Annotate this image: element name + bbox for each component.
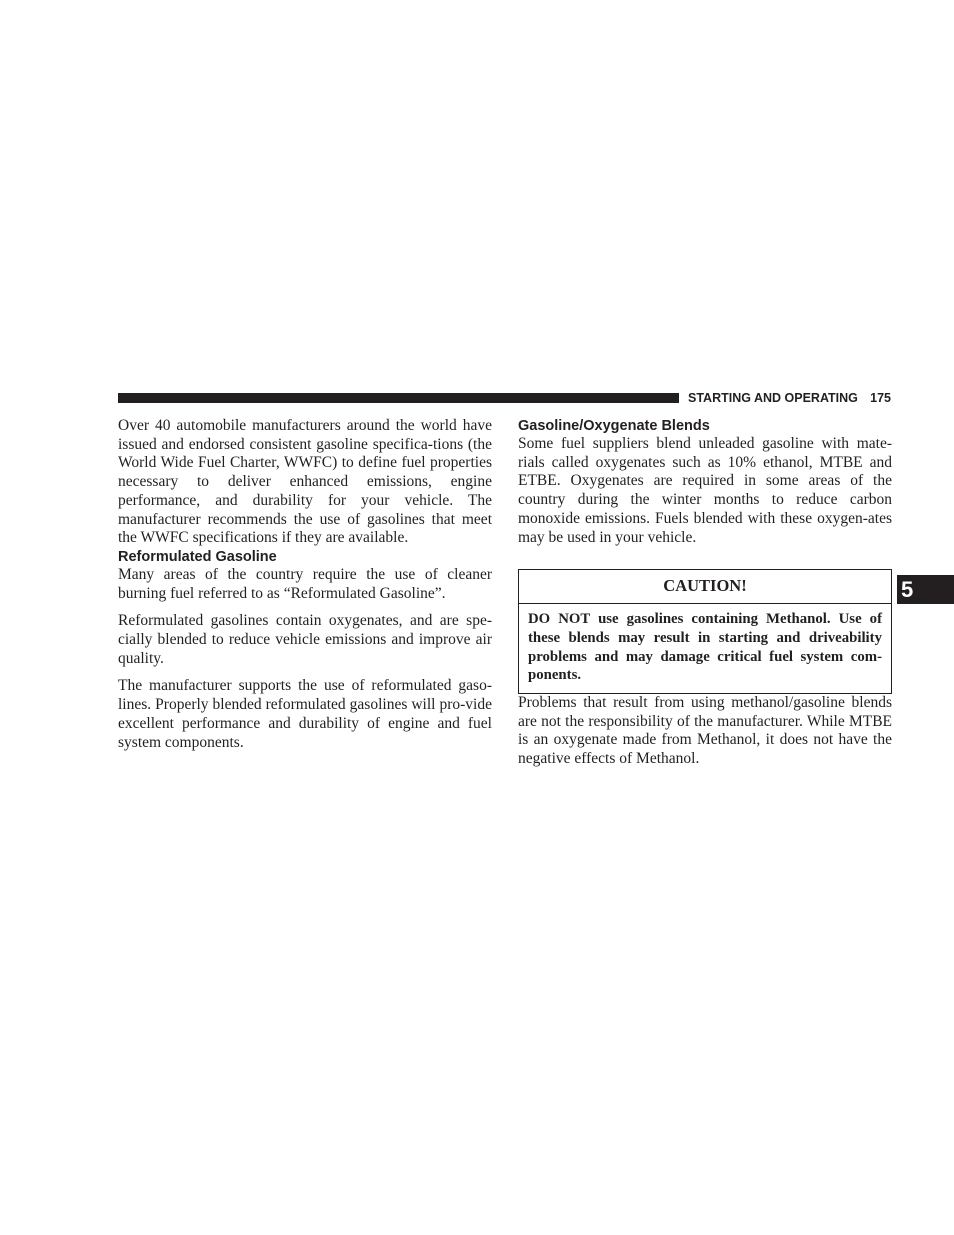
right-column	[518, 417, 892, 769]
caution-text: DO NOT use gasolines containing Methanol. Use of these blends may result in starting and driveability problems and may damage critical fuel system com-ponents.	[528, 611, 882, 684]
page-number: 175	[870, 391, 891, 405]
running-header	[688, 390, 891, 406]
paragraph: Reformulated gasolines contain oxygenates, and are spe-cially blended to reduce vehicle emissions and improve air quality.	[118, 612, 492, 667]
closing-paragraph: Problems that result from using methanol/gasoline blends are not the responsibility of the manufacturer. While MTBE is an oxygenate made from Methanol, it does not have the negative effects of Methanol.	[518, 694, 892, 768]
reformulated-gasoline-heading: Reformulated Gasoline	[118, 548, 277, 565]
left-column	[118, 417, 492, 752]
paragraph: Some fuel suppliers blend unleaded gasoline with mate-rials called oxygenates such as 10% ethanol, MTBE and ETBE. Oxygenates are required in some areas of the country during the winter months to reduce carbon monoxide emissions. Fuels blended with these oxygen-ates may be used in your vehicle.	[518, 435, 892, 546]
intro-paragraph: Over 40 automobile manufacturers around the world have issued and endorsed consistent gasoline specifica-tions (the World Wide Fuel Charter, WWFC) to define fuel properties necessary to deliver enhanced emissions, engine performance, and durability for your vehicle. The manufacturer recommends the use of gasolines that meet the WWFC specifications if they are available.	[118, 417, 492, 547]
section-title: STARTING AND OPERATING	[688, 391, 858, 405]
paragraph: Many areas of the country require the use of cleaner burning fuel referred to as “Reformulated Gasoline”.	[118, 565, 492, 602]
caution-title: CAUTION!	[519, 570, 891, 604]
caution-box	[518, 569, 892, 694]
oxygenate-blends-heading: Gasoline/Oxygenate Blends	[518, 418, 710, 434]
paragraph: The manufacturer supports the use of reformulated gaso-lines. Properly blended reformulated gasolines will pro-vide excellent performance and durability of engine and fuel system components.	[118, 677, 492, 751]
header-rule	[118, 393, 679, 403]
section-tab: 5	[897, 575, 954, 604]
